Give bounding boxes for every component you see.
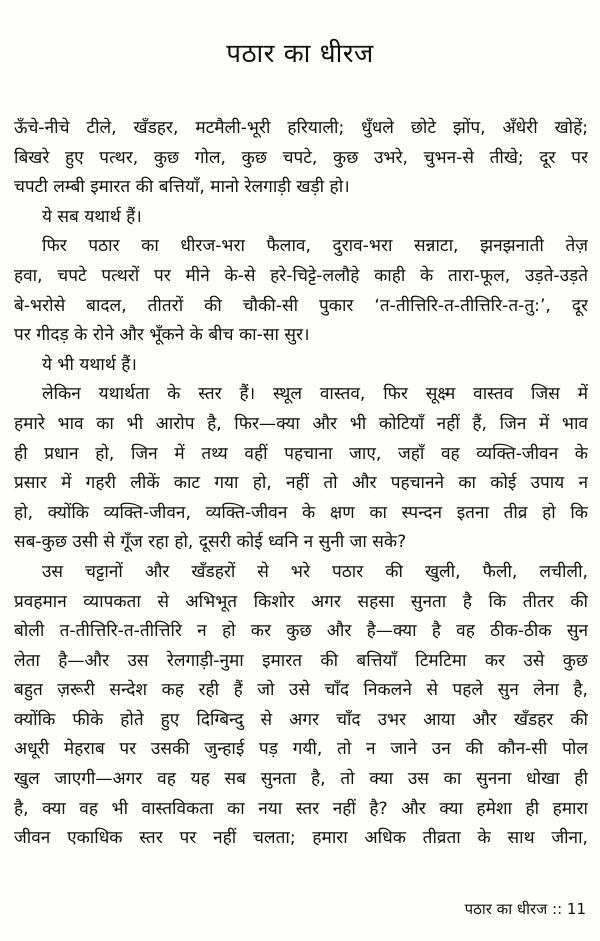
text-line: हमारे भाव का भी आरोप है, फिर—क्या और भी कोटियाँ नहीं हैं, जिन में भाव	[14, 413, 588, 434]
text-line: बहुत ज़रूरी सन्देश कह रही हैं जो उसे चाँद निकलने से पहले सुन लेना है,	[14, 680, 588, 701]
text-line: है, क्या वह भी वास्तविकता का नया स्तर नहीं है? और क्या हमेशा ही हमारा	[14, 798, 588, 819]
text-line: ये सब यथार्थ हैं।	[42, 206, 142, 227]
text-line: बोली त-तीत्तिरि-त-तीत्तिरि न हो कर कुछ और है—क्या है वह ठीक-ठीक सुन	[14, 621, 588, 642]
text-line: हो, क्योंकि व्यक्ति-जीवन, व्यक्ति-जीवन के क्षण का स्पन्दन इतना तीव्र हो कि	[14, 502, 588, 523]
text-line: खुल जाएगी—अगर वह यह सब सुनता है, तो क्या उस का सुनना धोखा ही	[14, 769, 588, 790]
text-line: ऊँचे-नीचे टीले, खँडहर, मटमैली-भूरी हरियाली; धुँधले छोटे झोंप, अँधेरी खोहें;	[14, 118, 588, 138]
text-line: उस चट्टानों और खँडहरों से भरे पठार की खुली, फैली, लचीली,	[42, 561, 588, 582]
text-line: क्योंकि फीके होते हुए दिग्बिन्दु से अगर चाँद उभर आया और खँडहर की	[14, 709, 588, 730]
page-number: 11	[566, 900, 586, 918]
chapter-title: पठार का धीरज	[226, 39, 374, 69]
text-line: हवा, चपटे पत्थरों पर मीने के-से हरे-चिट्टे-ललौहे काही के तारा-फूल, उड़ते-उड़ते	[14, 265, 588, 286]
text-line: प्रसार में गहरी लीकें काट गया हो, नहीं तो और पहचानने का कोई उपाय न	[14, 473, 588, 494]
page-footer	[465, 898, 586, 920]
text-line: लेता है—और उस रेलगाड़ी-नुमा इमारत की बत्तियाँ टिमटिमा कर उसे कुछ	[14, 650, 588, 671]
text-line: ही प्रधान हो, जिन में तथ्य वहीं पहचाना जाए, जहाँ वह व्यक्ति-जीवन के	[14, 443, 588, 464]
text-line: जीवन एकाधिक स्तर पर नहीं चलता; हमारा अधिक तीव्रता के साथ जीना,	[14, 828, 588, 849]
running-title: पठार का धीरज	[464, 900, 548, 918]
body-text	[14, 114, 588, 854]
footer-separator: ::	[552, 900, 563, 918]
text-line: अधूरी मेहराब पर उसकी जुन्हाई पड़ गयी, तो न जाने उन की कौन-सी पोल	[14, 739, 588, 760]
text-line: सब-कुछ उसी से गूँज रहा हो, दूसरी कोई ध्वनि न सुनी जा सके?	[14, 532, 407, 553]
text-line: ये भी यथार्थ हैं।	[42, 354, 137, 375]
text-line: चपटी लम्बी इमारत की बत्तियाँ, मानो रेलगाड़ी खड़ी हो।	[14, 177, 350, 198]
text-line: लेकिन यथार्थता के स्तर हैं। स्थूल वास्तव, फिर सूक्ष्म वास्तव जिस में	[42, 384, 588, 405]
text-line: फिर पठार का धीरज-भरा फैलाव, दुराव-भरा सन्नाटा, झनझनाती तेज़	[42, 236, 588, 257]
text-line: प्रवहमान व्यापकता से अभिभूत किशोर अगर सहसा सुनता है कि तीतर की	[14, 591, 588, 612]
text-line: बे-भरोसे बादल, तीतरों की चौकी-सी पुकार ‘त-तीत्तिरि-त-तीत्तिरि-त-तु:’, दूर	[14, 295, 588, 316]
text-line: बिखरे हुए पत्थर, कुछ गोल, कुछ चपटे, कुछ उभरे, चुभन-से तीखे; दूर पर	[14, 147, 588, 168]
text-line: पर गीदड़ के रोने और भूँकने के बीच का-सा सुर।	[14, 325, 310, 346]
